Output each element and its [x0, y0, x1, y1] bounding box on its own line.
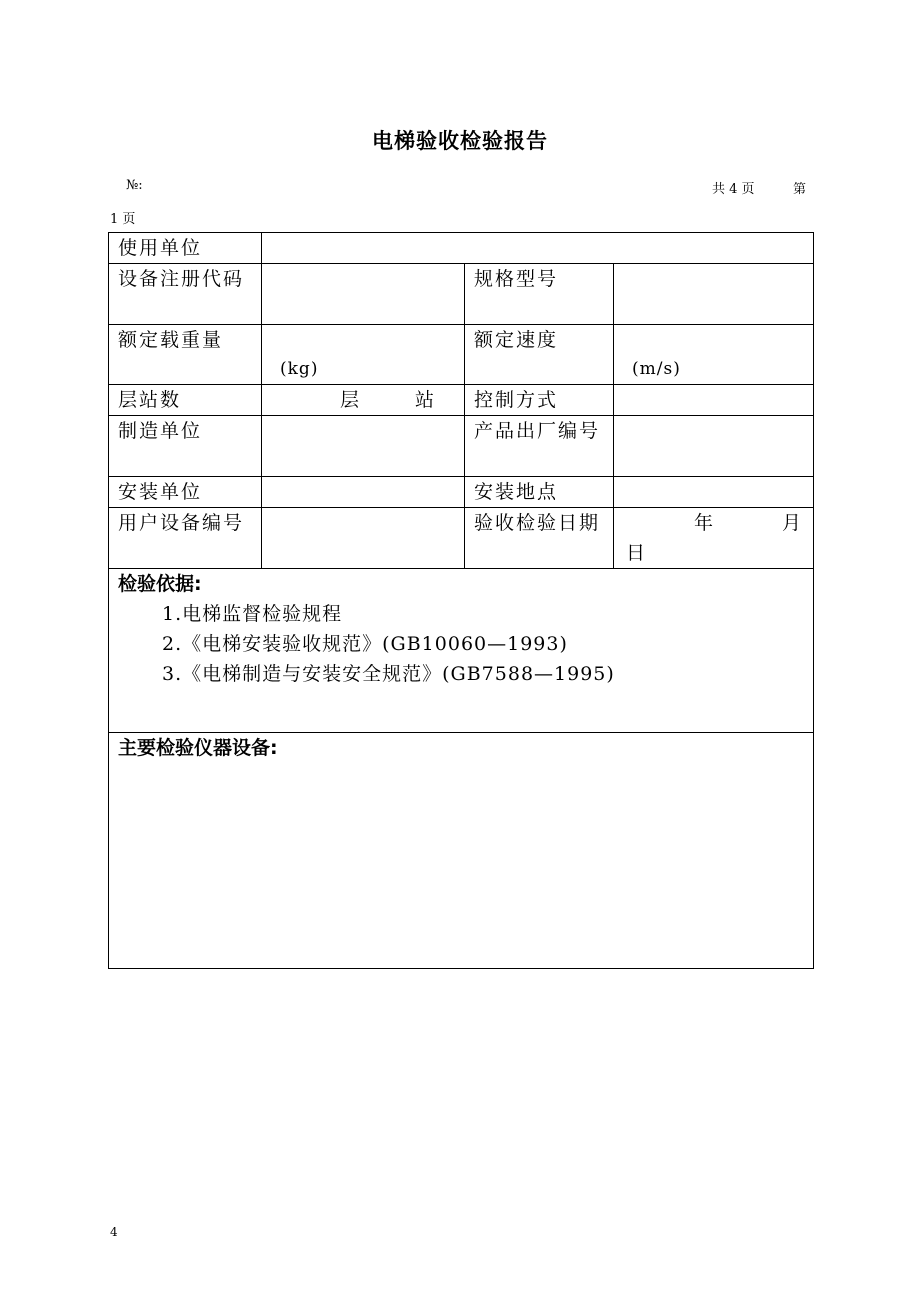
reg-code-field[interactable] [262, 264, 465, 325]
manufacturer-field[interactable] [262, 416, 465, 477]
label-user-equip-no: 用户设备编号 [109, 508, 262, 569]
user-equip-no-field[interactable] [262, 508, 465, 569]
basis-section [109, 569, 814, 733]
label-manufacturer: 制造单位 [109, 416, 262, 477]
model-field[interactable] [614, 264, 814, 325]
floor-word: 层 [339, 389, 361, 411]
rated-speed-unit: (m/s) [632, 359, 681, 379]
label-control-mode: 控制方式 [465, 385, 614, 416]
report-form-table [108, 232, 814, 969]
label-floor-stations: 层站数 [109, 385, 262, 416]
report-number-label: №: [126, 178, 143, 193]
month-word: 月 [782, 512, 804, 534]
row-floors [109, 385, 814, 416]
basis-list [118, 599, 813, 689]
control-mode-field[interactable] [614, 385, 814, 416]
rated-speed-field[interactable] [614, 325, 814, 385]
label-rated-speed: 额定速度 [465, 325, 614, 385]
user-unit-field[interactable] [262, 233, 814, 264]
day-word: 日 [626, 542, 648, 564]
install-site-field[interactable] [614, 477, 814, 508]
row-user-equip [109, 508, 814, 569]
row-instruments [109, 733, 814, 969]
row-installer [109, 477, 814, 508]
instruments-section[interactable] [109, 733, 814, 969]
basis-heading: 检验依据: [118, 573, 202, 595]
label-user-unit: 使用单位 [109, 233, 262, 264]
label-rated-load: 额定载重量 [109, 325, 262, 385]
row-rated [109, 325, 814, 385]
label-reg-code: 设备注册代码 [109, 264, 262, 325]
label-installer: 安装单位 [109, 477, 262, 508]
row-reg-code [109, 264, 814, 325]
page-di: 第 [793, 182, 807, 197]
label-acceptance-date: 验收检验日期 [465, 508, 614, 569]
factory-no-field[interactable] [614, 416, 814, 477]
row-manufacturer [109, 416, 814, 477]
floor-stations-field[interactable] [262, 385, 465, 416]
instruments-heading: 主要检验仪器设备: [118, 737, 278, 759]
basis-item: 3.《电梯制造与安装安全规范》(GB7588—1995) [162, 663, 615, 685]
installer-field[interactable] [262, 477, 465, 508]
label-model: 规格型号 [465, 264, 614, 325]
station-word: 站 [414, 389, 436, 411]
acceptance-date-field[interactable] [614, 508, 814, 569]
page-total: 共 4 页 [712, 182, 755, 197]
rated-load-unit: (kg) [280, 359, 319, 379]
row-user-unit [109, 233, 814, 264]
basis-item: 1.电梯监督检验规程 [162, 603, 343, 625]
basis-item: 2.《电梯安装验收规范》(GB10060—1993) [162, 633, 568, 655]
rated-load-field[interactable] [262, 325, 465, 385]
page-title: 电梯验收检验报告 [372, 129, 548, 153]
label-install-site: 安装地点 [465, 477, 614, 508]
row-basis [109, 569, 814, 733]
page-current: 1 页 [110, 212, 136, 227]
year-word: 年 [694, 512, 716, 534]
label-factory-no: 产品出厂编号 [465, 416, 614, 477]
footer-page-number: 4 [110, 1225, 118, 1239]
